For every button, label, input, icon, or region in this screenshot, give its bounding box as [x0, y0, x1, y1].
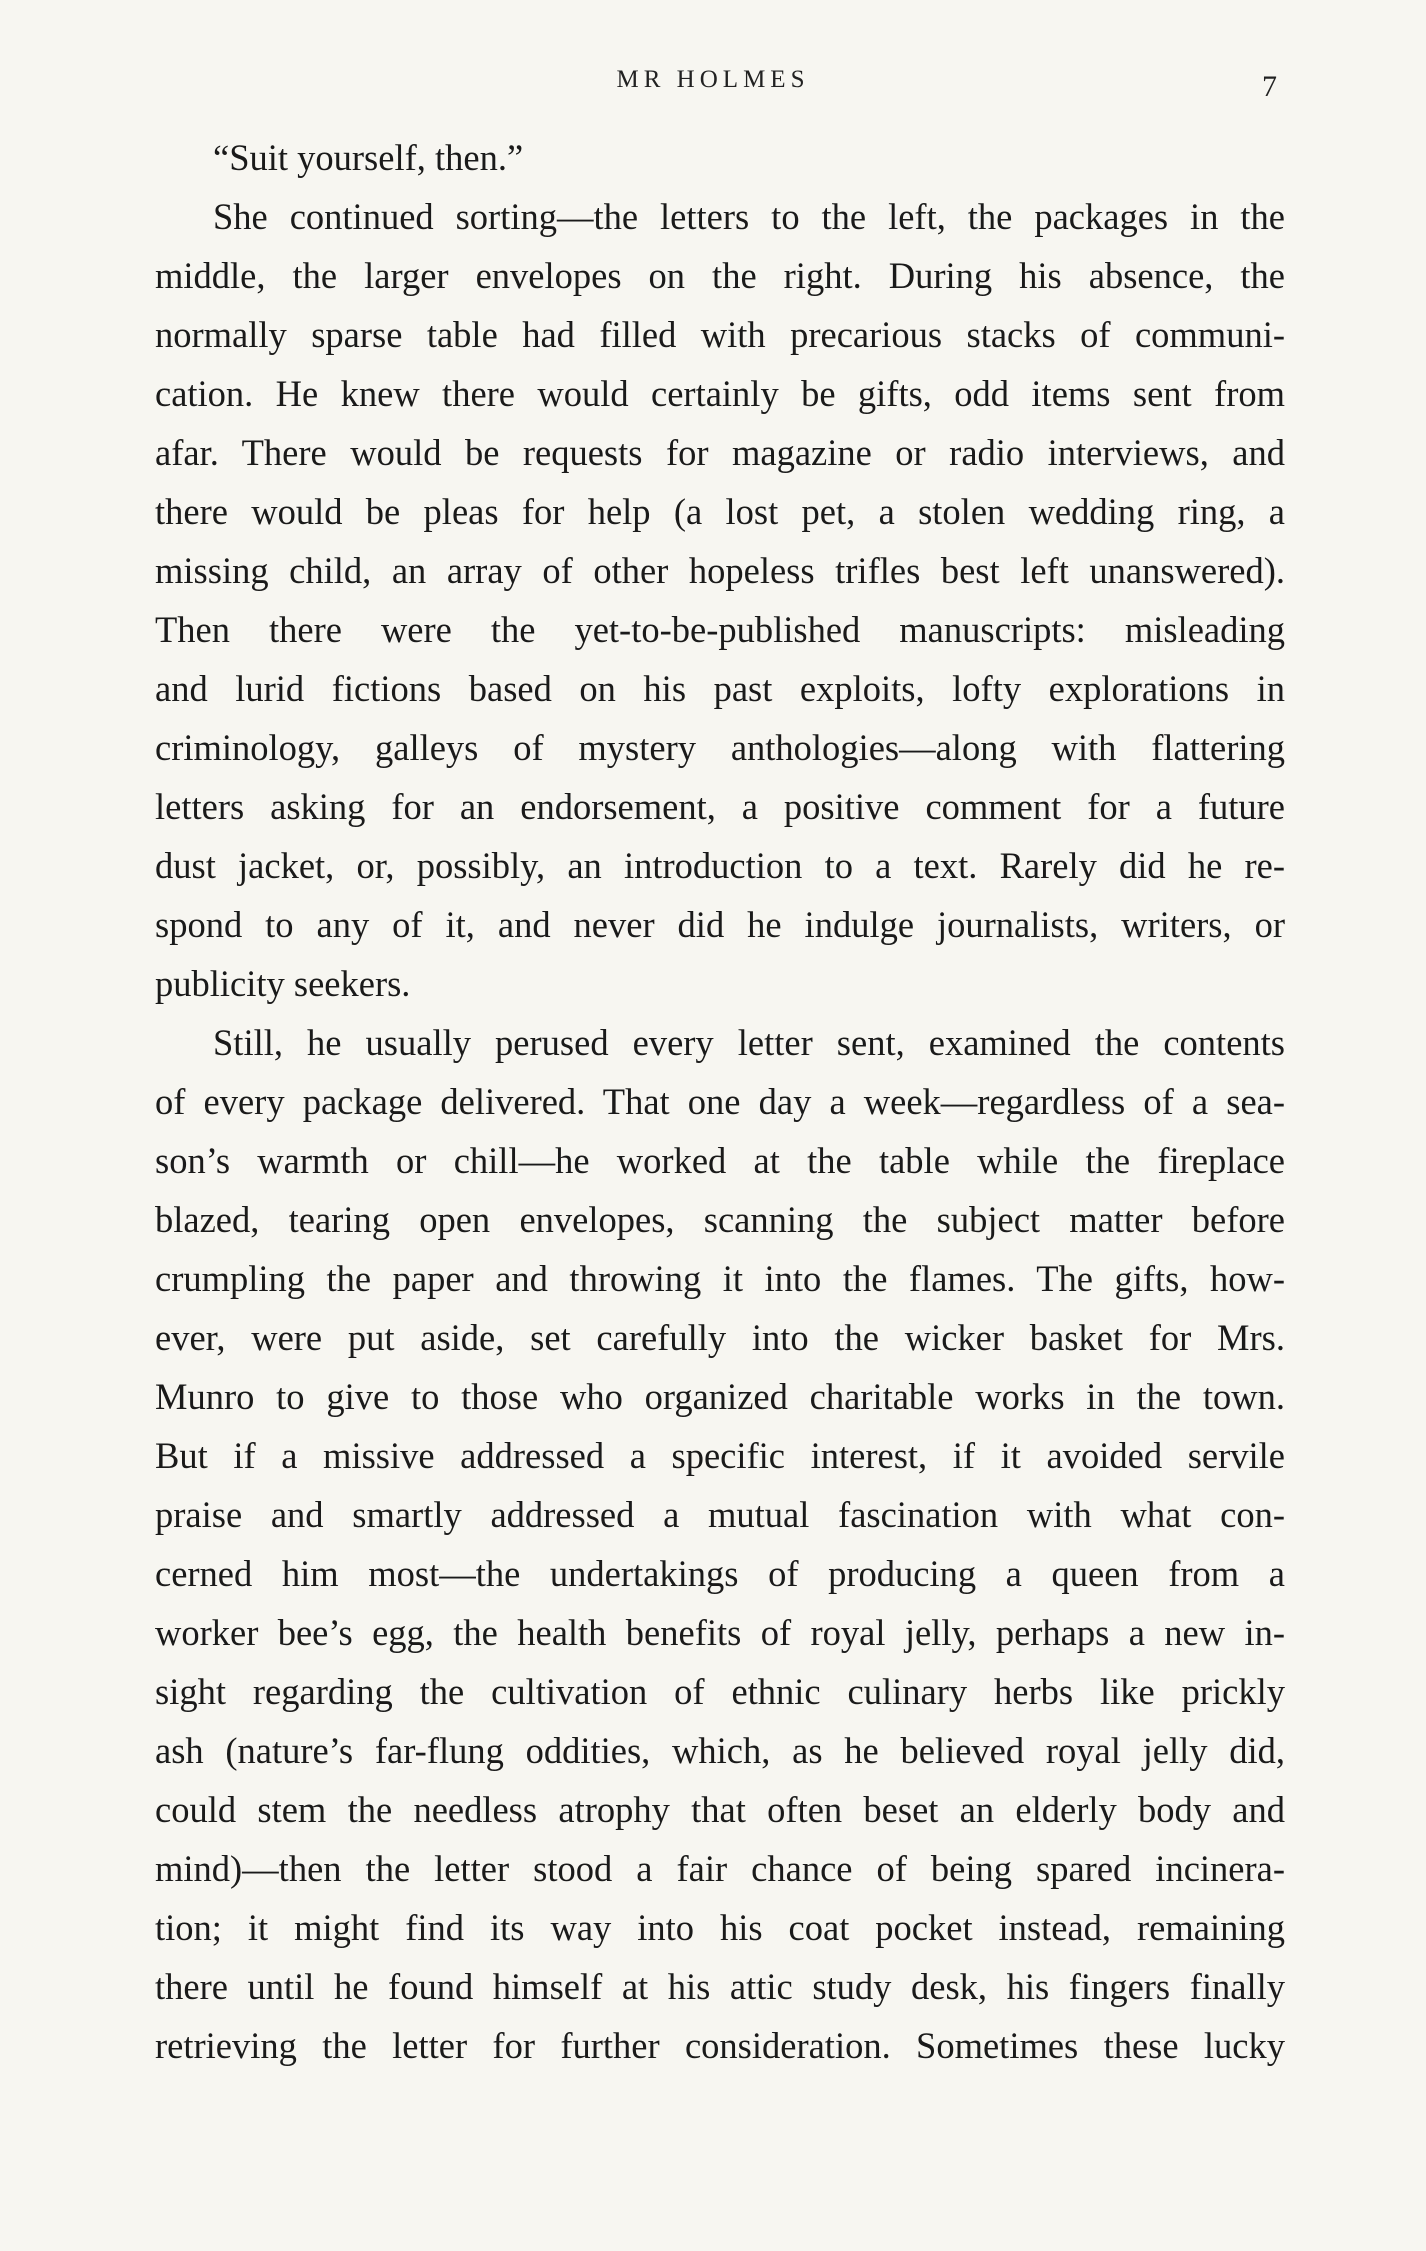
text-line: “Suit yourself, then.” [213, 137, 524, 178]
text-line: crumpling the paper and throwing it into the flames. The gifts, how- [155, 1258, 1285, 1299]
text-line: cation. He knew there would certainly be gifts, odd items sent from [155, 373, 1285, 414]
text-line: son’s warmth or chill—he worked at the table while the fireplace [155, 1140, 1285, 1181]
text-line: letters asking for an endorsement, a positive comment for a future [155, 786, 1285, 827]
text-line: normally sparse table had filled with precarious stacks of communi- [155, 314, 1285, 355]
text-line: worker bee’s egg, the health benefits of royal jelly, perhaps a new in- [155, 1612, 1285, 1653]
text-line: cerned him most—the undertakings of producing a queen from a [155, 1553, 1285, 1594]
text-line: ash (nature’s far-flung oddities, which, as he believed royal jelly did, [155, 1730, 1285, 1771]
text-line: middle, the larger envelopes on the right. During his absence, the [155, 255, 1285, 296]
text-line: Still, he usually perused every letter sent, examined the contents [213, 1022, 1285, 1063]
text-line: Munro to give to those who organized charitable works in the town. [155, 1376, 1285, 1417]
text-line: of every package delivered. That one day a week—regardless of a sea- [155, 1081, 1285, 1122]
text-line: dust jacket, or, possibly, an introduction to a text. Rarely did he re- [155, 845, 1285, 886]
text-line: She continued sorting—the letters to the left, the packages in the [213, 196, 1285, 237]
text-line: mind)—then the letter stood a fair chance of being spared incinera- [155, 1848, 1285, 1889]
page-number: 7 [1262, 70, 1277, 103]
text-line: praise and smartly addressed a mutual fascination with what con- [155, 1494, 1285, 1535]
text-line: could stem the needless atrophy that often beset an elderly body and [155, 1789, 1285, 1830]
text-line: there would be pleas for help (a lost pet, a stolen wedding ring, a [155, 491, 1285, 532]
text-line: blazed, tearing open envelopes, scanning the subject matter before [155, 1199, 1285, 1240]
body-text [155, 128, 1285, 2075]
text-line: missing child, an array of other hopeless trifles best left unanswered). [155, 550, 1285, 591]
text-line: criminology, galleys of mystery anthologies—along with flattering [155, 727, 1285, 768]
text-line: sight regarding the cultivation of ethnic culinary herbs like prickly [155, 1671, 1285, 1712]
text-line: retrieving the letter for further consideration. Sometimes these lucky [155, 2025, 1285, 2066]
text-line: and lurid fictions based on his past exploits, lofty explorations in [155, 668, 1285, 709]
text-line: afar. There would be requests for magazine or radio interviews, and [155, 432, 1285, 473]
text-line: spond to any of it, and never did he indulge journalists, writers, or [155, 904, 1285, 945]
text-line: ever, were put aside, set carefully into the wicker basket for Mrs. [155, 1317, 1285, 1358]
text-line: there until he found himself at his attic study desk, his fingers finally [155, 1966, 1285, 2007]
text-line: Then there were the yet-to-be-published manuscripts: misleading [155, 609, 1285, 650]
running-head: MR HOLMES [616, 66, 810, 93]
text-line: But if a missive addressed a specific interest, if it avoided servile [155, 1435, 1285, 1476]
text-line: publicity seekers. [155, 963, 411, 1004]
text-line: tion; it might find its way into his coat pocket instead, remaining [155, 1907, 1285, 1948]
